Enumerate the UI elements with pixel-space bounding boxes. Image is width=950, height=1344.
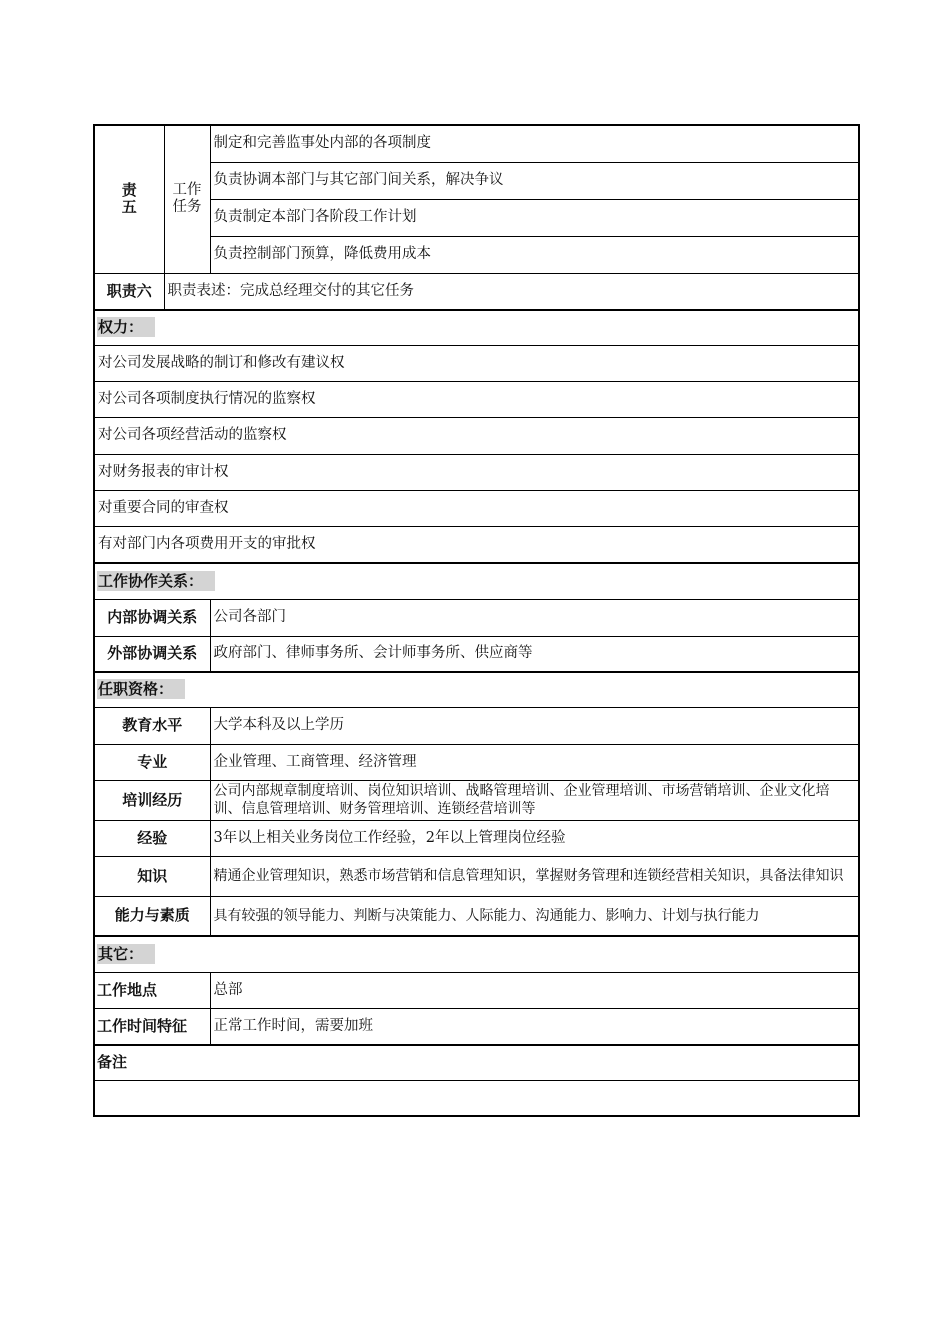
qualification-label: 教育水平	[94, 707, 210, 744]
authority-item: 对公司各项制度执行情况的监察权	[94, 381, 859, 417]
duty5-label: 责 五	[94, 125, 164, 273]
qualifications-header-row	[94, 672, 859, 707]
relations-value: 政府部门、律师事务所、会计师事务所、供应商等	[210, 636, 859, 672]
duty6-row	[94, 273, 859, 310]
authority-title-text: 权力：	[97, 317, 155, 337]
relations-header-row	[94, 563, 859, 599]
qualification-row	[94, 856, 859, 896]
duty5-sublabel: 工作 任务	[164, 125, 210, 273]
authority-item-row	[94, 345, 859, 381]
duty6-text: 职责表述：完成总经理交付的其它任务	[164, 273, 859, 310]
relations-row	[94, 599, 859, 636]
qualification-label: 知识	[94, 856, 210, 896]
duty5-row-1	[94, 125, 859, 162]
other-title-text: 其它：	[97, 944, 155, 964]
qualification-row	[94, 744, 859, 780]
qualification-row	[94, 820, 859, 856]
other-header-row	[94, 936, 859, 972]
duty5-task: 制定和完善监事处内部的各项制度	[210, 125, 859, 162]
qualification-row	[94, 896, 859, 936]
relations-title-text: 工作协作关系：	[97, 571, 215, 591]
relations-label: 内部协调关系	[94, 599, 210, 636]
authority-header-row	[94, 310, 859, 345]
other-title	[94, 936, 859, 972]
duty5-task: 负责协调本部门与其它部门间关系，解决争议	[210, 162, 859, 199]
qualifications-title-text: 任职资格：	[97, 679, 185, 699]
authority-item: 有对部门内各项费用开支的审批权	[94, 526, 859, 563]
job-description-table	[93, 124, 860, 1117]
qualification-label: 培训经历	[94, 780, 210, 820]
qualification-label: 经验	[94, 820, 210, 856]
qualification-value: 具有较强的领导能力、判断与决策能力、人际能力、沟通能力、影响力、计划与执行能力	[210, 896, 859, 936]
notes-value	[94, 1080, 859, 1116]
qualification-row	[94, 707, 859, 744]
authority-item-row	[94, 490, 859, 526]
authority-item-row	[94, 417, 859, 454]
qualification-value: 企业管理、工商管理、经济管理	[210, 744, 859, 780]
qualification-label: 能力与素质	[94, 896, 210, 936]
authority-title	[94, 310, 859, 345]
notes-header-row	[94, 1045, 859, 1080]
authority-item: 对财务报表的审计权	[94, 454, 859, 490]
authority-item-row	[94, 454, 859, 490]
duty6-label: 职责六	[94, 273, 164, 310]
relations-label: 外部协调关系	[94, 636, 210, 672]
relations-row	[94, 636, 859, 672]
qualification-value: 3年以上相关业务岗位工作经验，2年以上管理岗位经验	[210, 820, 859, 856]
other-value: 正常工作时间，需要加班	[210, 1008, 859, 1045]
authority-item: 对重要合同的审查权	[94, 490, 859, 526]
job-description-sheet	[93, 124, 858, 1117]
other-row	[94, 972, 859, 1008]
qualification-row	[94, 780, 859, 820]
authority-item: 对公司发展战略的制订和修改有建议权	[94, 345, 859, 381]
qualification-value: 大学本科及以上学历	[210, 707, 859, 744]
authority-item-row	[94, 526, 859, 563]
authority-item-row	[94, 381, 859, 417]
other-value: 总部	[210, 972, 859, 1008]
other-label: 工作时间特征	[94, 1008, 210, 1045]
qualification-value: 公司内部规章制度培训、岗位知识培训、战略管理培训、企业管理培训、市场营销培训、企业文化培训、信息管理培训、财务管理培训、连锁经营培训等	[210, 780, 859, 820]
relations-value: 公司各部门	[210, 599, 859, 636]
relations-title	[94, 563, 859, 599]
other-label: 工作地点	[94, 972, 210, 1008]
duty5-task: 负责制定本部门各阶段工作计划	[210, 199, 859, 236]
notes-row	[94, 1080, 859, 1116]
qualifications-title	[94, 672, 859, 707]
authority-item: 对公司各项经营活动的监察权	[94, 417, 859, 454]
qualification-label: 专业	[94, 744, 210, 780]
qualification-value: 精通企业管理知识，熟悉市场营销和信息管理知识，掌握财务管理和连锁经营相关知识，具备法律知识	[210, 856, 859, 896]
other-row	[94, 1008, 859, 1045]
notes-title: 备注	[94, 1045, 859, 1080]
duty5-task: 负责控制部门预算，降低费用成本	[210, 236, 859, 273]
